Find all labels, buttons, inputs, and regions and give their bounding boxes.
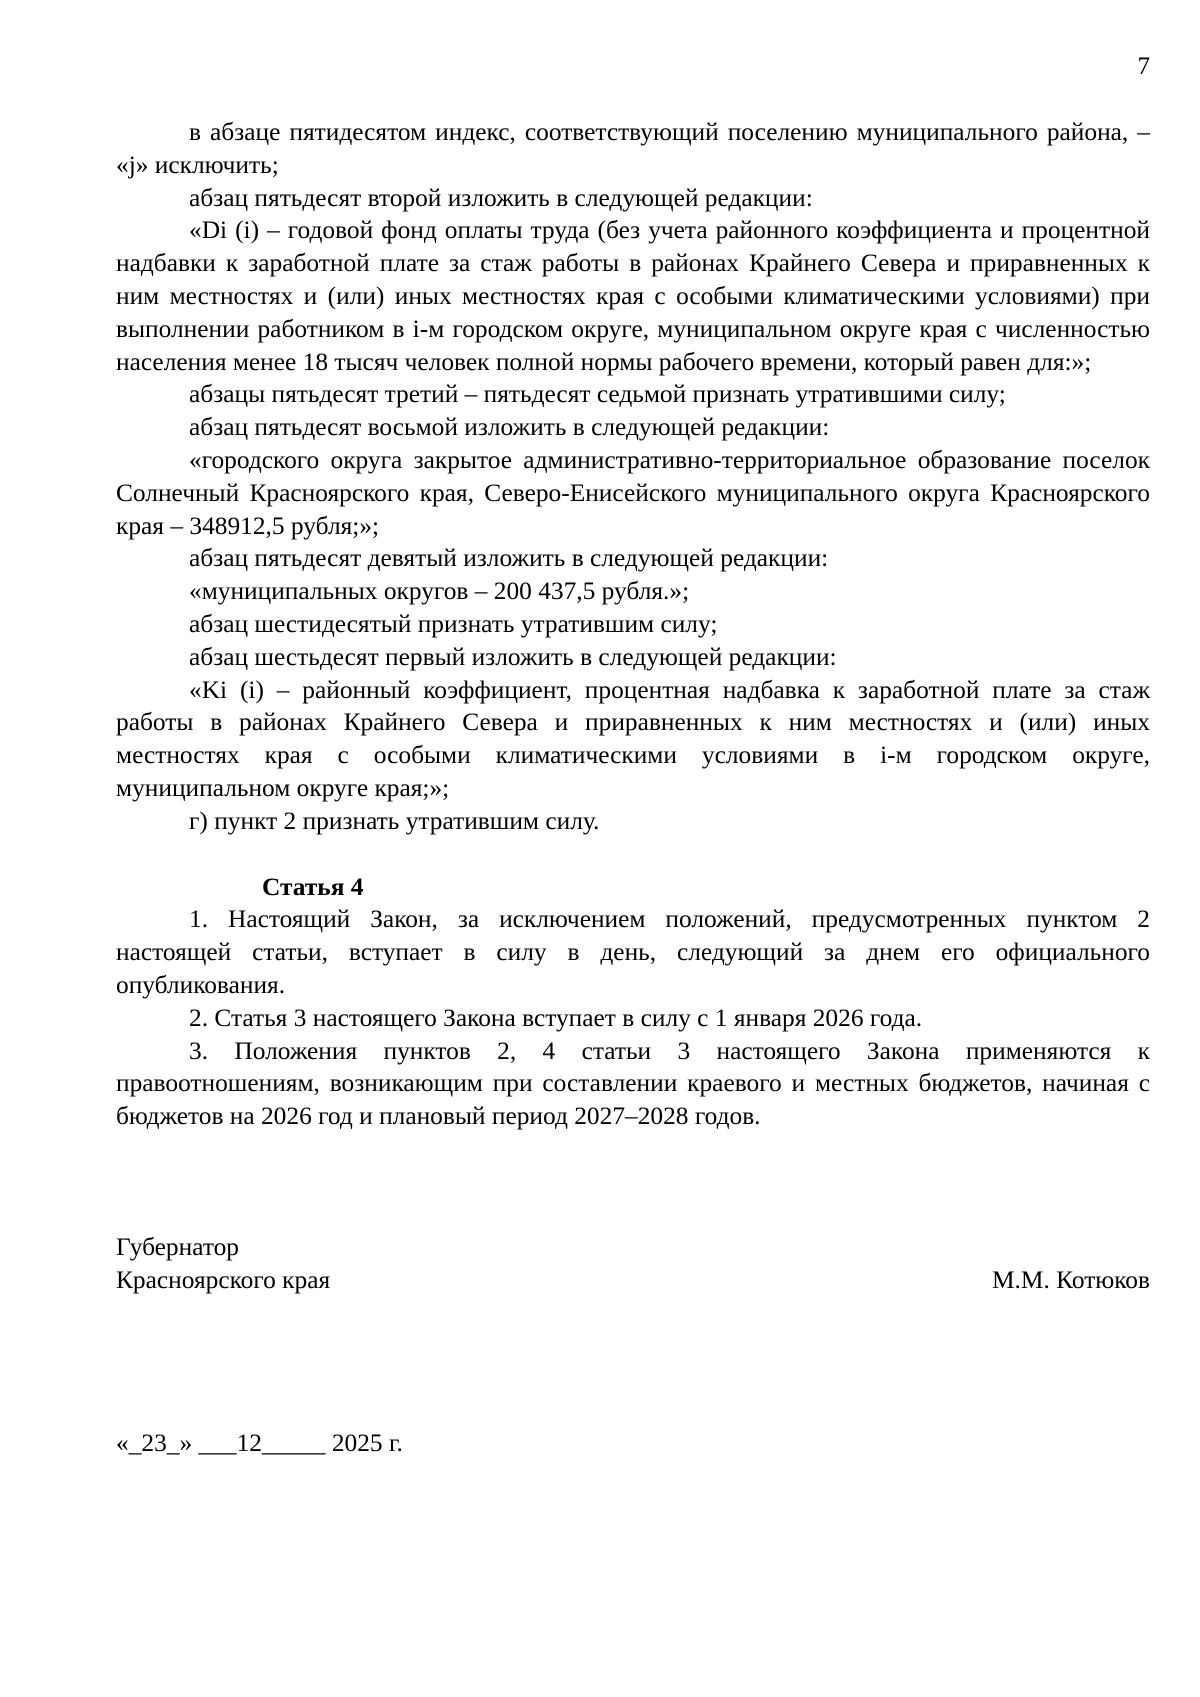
signing-date: «_23_» ___12_____ 2025 г.	[116, 1429, 403, 1457]
paragraph: «Ki (i) – районный коэффициент, процентная надбавка к заработной плате за стаж работы в районах Крайнего Севера и приравненных к ним местностях и (или) иных местностях края с особыми климатическими условиями в i-м городском округе, муниципальном округе края;»;	[116, 675, 1150, 802]
article-paragraph: 3. Положения пунктов 2, 4 статьи 3 настоящего Закона применяются к правоотношениям, возникающим при составлении краевого и местных бюджетов, начиная с бюджетов на 2026 год и плановый период 2027–2028 годов.	[116, 1036, 1150, 1131]
paragraph: в абзаце пятидесятом индекс, соответствующий поселению муниципального района, – «j» исключить;	[116, 118, 1150, 179]
paragraph: абзацы пятьдесят третий – пятьдесят седьмой признать утратившими силу;	[189, 380, 1006, 409]
page-number: 7	[1137, 53, 1150, 80]
signatory-title-line2: Красноярского края	[116, 1265, 331, 1294]
article-heading: Статья 4	[262, 872, 364, 901]
signature-block	[116, 1231, 1150, 1297]
document-body	[116, 116, 1150, 1133]
paragraph: «муниципальных округов – 200 437,5 рубля.»;	[189, 577, 690, 606]
paragraph: г) пункт 2 признать утратившим силу.	[189, 806, 600, 835]
paragraph: «Di (i) – годовой фонд оплаты труда (без учета районного коэффициента и процентной надбавки к заработной плате за стаж работы в районах Крайнего Севера и приравненных к ним местностях и (или) иных местностях края с особыми климатическими условиями) при выполнении работником в i-м городском округе, муниципальном округе края с численностью населения менее 18 тысяч человек полной нормы рабочего времени, который равен для:»;	[116, 216, 1150, 376]
paragraph: «городского округа закрытое административно-территориальное образование поселок Солнечный Красноярского края, Северо-Енисейского муниципального округа Красноярского края – 348912,5 рубля;»;	[116, 445, 1150, 540]
paragraph: абзац пятьдесят второй изложить в следующей редакции:	[189, 183, 813, 212]
signatory-title-line1: Губернатор	[116, 1233, 239, 1261]
paragraph: абзац пятьдесят восьмой изложить в следующей редакции:	[189, 413, 830, 442]
paragraph: абзац пятьдесят девятый изложить в следующей редакции:	[189, 544, 829, 573]
section-spacer	[116, 838, 1150, 871]
paragraph: абзац шестидесятый признать утратившим силу;	[189, 609, 718, 638]
paragraph: абзац шестьдесят первый изложить в следующей редакции:	[189, 642, 837, 671]
article-paragraph: 1. Настоящий Закон, за исключением положений, предусмотренных пунктом 2 настоящей статьи, вступает в силу в день, следующий за днем его официального опубликования.	[116, 905, 1150, 999]
signature-row	[116, 1264, 1150, 1297]
article-paragraph: 2. Статья 3 настоящего Закона вступает в силу с 1 января 2026 года.	[189, 1003, 923, 1032]
signatory-name: М.М. Котюков	[991, 1265, 1150, 1294]
